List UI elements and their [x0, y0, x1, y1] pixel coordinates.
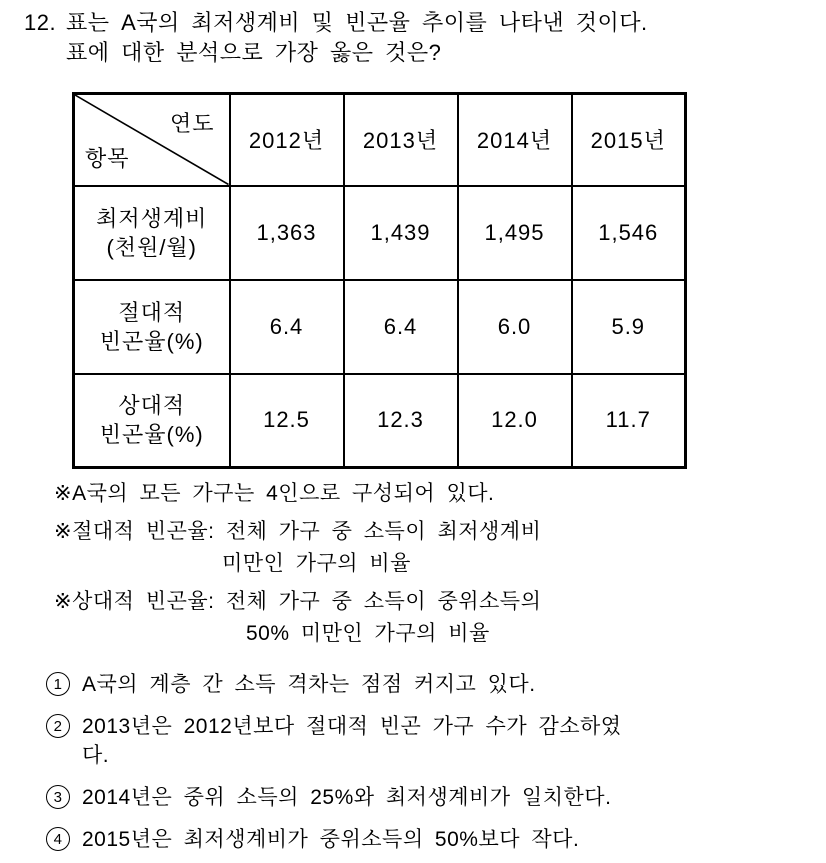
option-line: A국의 계층 간 소득 격차는 점점 커지고 있다.: [82, 673, 536, 696]
reference-mark-icon: ※: [54, 520, 73, 543]
row-label-line2: (천원/월): [106, 234, 198, 260]
row-label-line2: 빈곤율(%): [99, 422, 204, 448]
option-line-continuation: 다.: [82, 744, 110, 767]
table-cell-value: 5.9: [572, 280, 686, 374]
footnote-continuation: 미만인 가구의 비율: [222, 552, 411, 575]
option-text: [82, 670, 536, 699]
option-text: [82, 825, 579, 854]
option-1: [46, 670, 826, 699]
corner-label-item: 항목: [85, 145, 130, 171]
table-cell-value: 12.5: [230, 374, 344, 468]
footnote-household: [54, 479, 826, 508]
footnote-absolute-poverty: [54, 517, 826, 578]
question-header: [0, 0, 826, 68]
footnote-text: 상대적 빈곤율: 전체 가구 중 소득이 중위소득의: [72, 590, 542, 613]
circled-number-icon: 4: [46, 827, 70, 851]
circled-number-icon: 1: [46, 672, 70, 696]
footnote-text: 절대적 빈곤율: 전체 가구 중 소득이 최저생계비: [72, 520, 542, 543]
corner-label-year: 연도: [169, 111, 215, 136]
row-label-line1: 절대적: [118, 299, 186, 325]
option-text: [82, 712, 622, 770]
question-number: 12.: [24, 10, 57, 35]
table-cell-value: 6.4: [230, 280, 344, 374]
footnote-text: A국의 모든 가구는 4인으로 구성되어 있다.: [72, 482, 495, 505]
option-3: [46, 783, 826, 812]
footnotes: [54, 479, 826, 648]
data-table: [72, 92, 687, 469]
table-cell-value: 1,363: [230, 186, 344, 280]
row-label: [74, 374, 230, 468]
reference-mark-icon: ※: [54, 590, 73, 613]
table-row-min-cost: [74, 186, 686, 280]
option-line: 2015년은 최저생계비가 중위소득의 50%보다 작다.: [82, 828, 580, 851]
row-label-line2: 빈곤율(%): [99, 328, 204, 354]
question-text: [66, 8, 648, 68]
table-corner-cell: [74, 94, 230, 186]
option-line: 2013년은 2012년보다 절대적 빈곤 가구 수가 감소하였: [82, 715, 622, 738]
table-row-absolute-poverty: [74, 280, 686, 374]
table-header-row: [74, 94, 686, 186]
table-cell-value: 12.3: [344, 374, 458, 468]
footnote-continuation: 50% 미만인 가구의 비율: [246, 622, 490, 645]
footnote-relative-poverty: [54, 587, 826, 648]
table-cell-value: 1,546: [572, 186, 686, 280]
option-line: 2014년은 중위 소득의 25%와 최저생계비가 일치한다.: [82, 786, 612, 809]
option-4: [46, 825, 826, 854]
table-cell-value: 11.7: [572, 374, 686, 468]
row-label: [74, 280, 230, 374]
table-cell-value: 6.4: [344, 280, 458, 374]
row-label-line1: 상대적: [118, 393, 186, 419]
table-cell-value: 1,439: [344, 186, 458, 280]
table-cell-value: 12.0: [458, 374, 572, 468]
circled-number-icon: 3: [46, 785, 70, 809]
option-2: [46, 712, 826, 770]
table-header-year: 2015년: [572, 94, 686, 186]
table-cell-value: 6.0: [458, 280, 572, 374]
table-header-year: 2013년: [344, 94, 458, 186]
table-header-year: 2012년: [230, 94, 344, 186]
answer-options: [46, 670, 826, 854]
question-line-1: 표는 A국의 최저생계비 및 빈곤율 추이를 나타낸 것이다.: [66, 10, 648, 35]
table-row-relative-poverty: [74, 374, 686, 468]
row-label-line1: 최저생계비: [96, 205, 208, 231]
reference-mark-icon: ※: [54, 482, 73, 505]
circled-number-icon: 2: [46, 714, 70, 738]
table-cell-value: 1,495: [458, 186, 572, 280]
row-label: [74, 186, 230, 280]
table-header-year: 2014년: [458, 94, 572, 186]
option-text: [82, 783, 611, 812]
question-line-2: 표에 대한 분석으로 가장 옳은 것은?: [66, 40, 442, 65]
